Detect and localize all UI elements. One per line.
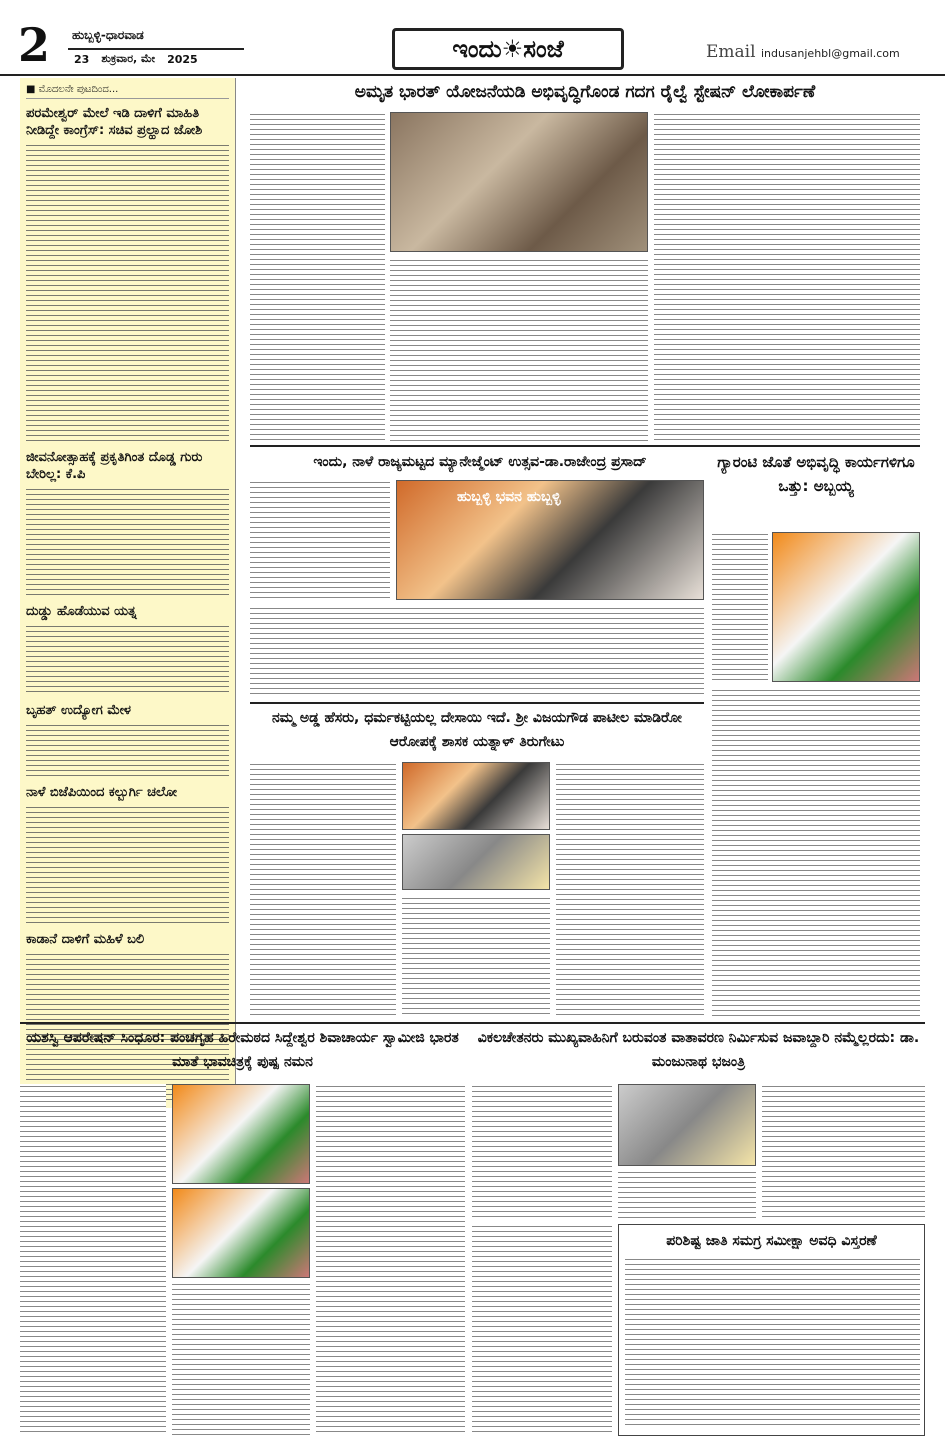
story-body bbox=[20, 1084, 166, 1436]
headline-railway: ಅಮೃತ ಭಾರತ್ ಯೋಜನೆಯಡಿ ಅಭಿವೃದ್ಧಿಗೊಂಡ ಗದಗ ರೈಲ್ವೆ ಸ್ಟೇಷನ್ ಲೋಕಾರ್ಪಣೆ bbox=[354, 82, 816, 102]
story-body bbox=[250, 480, 390, 600]
management-photo bbox=[396, 480, 704, 600]
headline-sindoor: ಯಶಸ್ವಿ ಆಪರೇಷನ್ ಸಿಂಧೂರ: ಪಂಚಗೃಹ ಹಿರೇಮಠದ ಸಿದ್ದೇಶ್ವರ ಶಿವಾಚಾರ್ಯ ಸ್ವಾಮೀಜಿ ಭಾರತ ಮಾತೆ ಭಾವಚಿತ್ರಕ್ಕೆ ಪುಷ್ಪ ನಮನ bbox=[26, 1030, 459, 1070]
story-body bbox=[390, 258, 648, 442]
guarantee-photo bbox=[772, 532, 920, 682]
left-item-title: ಜೀವನೋತ್ಸಾಹಕ್ಕೆ ಪ್ರಕೃತಿಗಿಂತ ದೊಡ್ಡ ಗುರು ಬೇರಿಲ್ಲ: ಕೆ.ಪಿ bbox=[26, 450, 203, 482]
date-year: 2025 bbox=[167, 52, 198, 66]
divider bbox=[250, 445, 920, 447]
survey-box bbox=[618, 1224, 925, 1436]
story-body bbox=[625, 1257, 920, 1429]
headline-survey: ಪರಿಶಿಷ್ಟ ಜಾತಿ ಸಮಗ್ರ ಸಮೀಕ್ಷಾ ಅವಧಿ ವಿಸ್ತರಣೆ bbox=[666, 1233, 877, 1249]
date-strip bbox=[68, 48, 244, 68]
left-item-title: ನಾಳೆ ಬಿಜೆಪಿಯಿಂದ ಕಲ್ಬುರ್ಗಿ ಚಲೋ bbox=[26, 785, 178, 800]
left-item-body bbox=[26, 487, 229, 597]
story-body bbox=[316, 1084, 465, 1436]
divider bbox=[250, 702, 704, 704]
headline-disabled: ವಿಕಲಚೇತನರು ಮುಖ್ಯವಾಹಿನಿಗೆ ಬರುವಂತ ವಾತಾವರಣ ನಿರ್ಮಿಸುವ ಜವಾಬ್ದಾರಿ ನಮ್ಮೆಲ್ಲರದು: ಡಾ. ಮಂಜುನಾಥ ಭಜಂತ್ರಿ bbox=[477, 1030, 920, 1070]
edition-name: ಹುಬ್ಬಳ್ಳಿ-ಧಾರವಾಡ bbox=[72, 28, 144, 42]
story-body bbox=[762, 1084, 925, 1220]
left-item-title: ಕಾಡಾನೆ ದಾಳಿಗೆ ಮಹಿಳೆ ಬಲಿ bbox=[26, 932, 145, 947]
left-item-title: ದುಡ್ಡು ಹೊಡೆಯುವ ಯತ್ನ bbox=[26, 604, 137, 619]
masthead bbox=[0, 0, 945, 76]
railway-photo bbox=[390, 112, 648, 252]
desai-photo bbox=[402, 762, 550, 830]
left-item-body bbox=[26, 624, 229, 696]
story-body bbox=[250, 762, 396, 1018]
email-block bbox=[706, 42, 900, 62]
date-weekday-month: ಶುಕ್ರವಾರ, ಮೇ bbox=[101, 52, 156, 65]
banner-text: ಹುಬ್ಬಳ್ಳಿ ಭವನ ಹುಬ್ಬಳ್ಳಿ bbox=[457, 489, 561, 505]
disabled-photo bbox=[618, 1084, 756, 1166]
email-label: Email bbox=[706, 42, 756, 62]
left-item-body bbox=[26, 143, 229, 443]
story-body bbox=[472, 1084, 612, 1220]
newspaper-logo: ಇಂದು☀ಸಂಜೆ bbox=[392, 28, 624, 70]
left-item-title: ಪರಮೇಶ್ವರ್ ಮೇಲೆ ಇಡಿ ದಾಳಿಗೆ ಮಾಹಿತಿ ನೀಡಿದ್ದೇ ಕಾಂಗ್ರೆಸ್: ಸಚಿವ ಪ್ರಲ್ಹಾದ ಜೋಶಿ bbox=[26, 106, 203, 138]
story-body bbox=[618, 1170, 756, 1220]
story-body bbox=[250, 606, 704, 698]
story-body bbox=[712, 532, 768, 682]
sindoor-photo-2 bbox=[172, 1188, 310, 1278]
continued-note: ■ ಮೊದಲನೇ ಪುಟದಿಂದ... bbox=[26, 84, 229, 99]
story-body bbox=[654, 112, 920, 442]
divider bbox=[20, 1022, 925, 1024]
desai-photo-2 bbox=[402, 834, 550, 890]
story-body bbox=[556, 762, 704, 1018]
left-item-body bbox=[26, 805, 229, 925]
story-body bbox=[402, 896, 550, 1018]
story-body bbox=[472, 1224, 612, 1436]
story-body bbox=[712, 688, 920, 1018]
story-body bbox=[172, 1282, 310, 1436]
left-item-body bbox=[26, 723, 229, 778]
sindoor-photo bbox=[172, 1084, 310, 1184]
story-body bbox=[250, 112, 385, 442]
headline-guarantee: ಗ್ಯಾರಂಟಿ ಜೊತೆ ಅಭಿವೃದ್ಧಿ ಕಾರ್ಯಗಳಿಗೂ ಒತ್ತು: ಅಬ್ಬಯ್ಯ bbox=[717, 453, 915, 495]
email-address[interactable]: indusanjehbl@gmail.com bbox=[760, 47, 900, 60]
left-item-title: ಬೃಹತ್ ಉದ್ಯೋಗ ಮೇಳ bbox=[26, 703, 131, 718]
page-number: 2 bbox=[18, 22, 51, 68]
headline-desai: ನಮ್ಮ ಅಡ್ಡ ಹೆಸರು, ಧರ್ಮಕಟ್ಟಿಯಲ್ಲ ದೇಸಾಯಿ ಇದೆ. ಶ್ರೀ ವಿಜಯಗೌಡ ಪಾಟೀಲ ಮಾಡಿರೋ ಆರೋಪಕ್ಕೆ ಶಾಸಕ ಯತ್ನಾಳ್ ತಿರುಗೇಟು bbox=[272, 710, 682, 750]
date-day: 23 bbox=[74, 52, 90, 66]
left-column bbox=[20, 78, 236, 1108]
headline-management: ಇಂದು, ನಾಳೆ ರಾಜ್ಯಮಟ್ಟದ ಮ್ಯಾನೇಜ್ಮೆಂಟ್ ಉತ್ಸವ-ಡಾ.ರಾಜೇಂದ್ರ ಪ್ರಸಾದ್ bbox=[313, 454, 647, 470]
